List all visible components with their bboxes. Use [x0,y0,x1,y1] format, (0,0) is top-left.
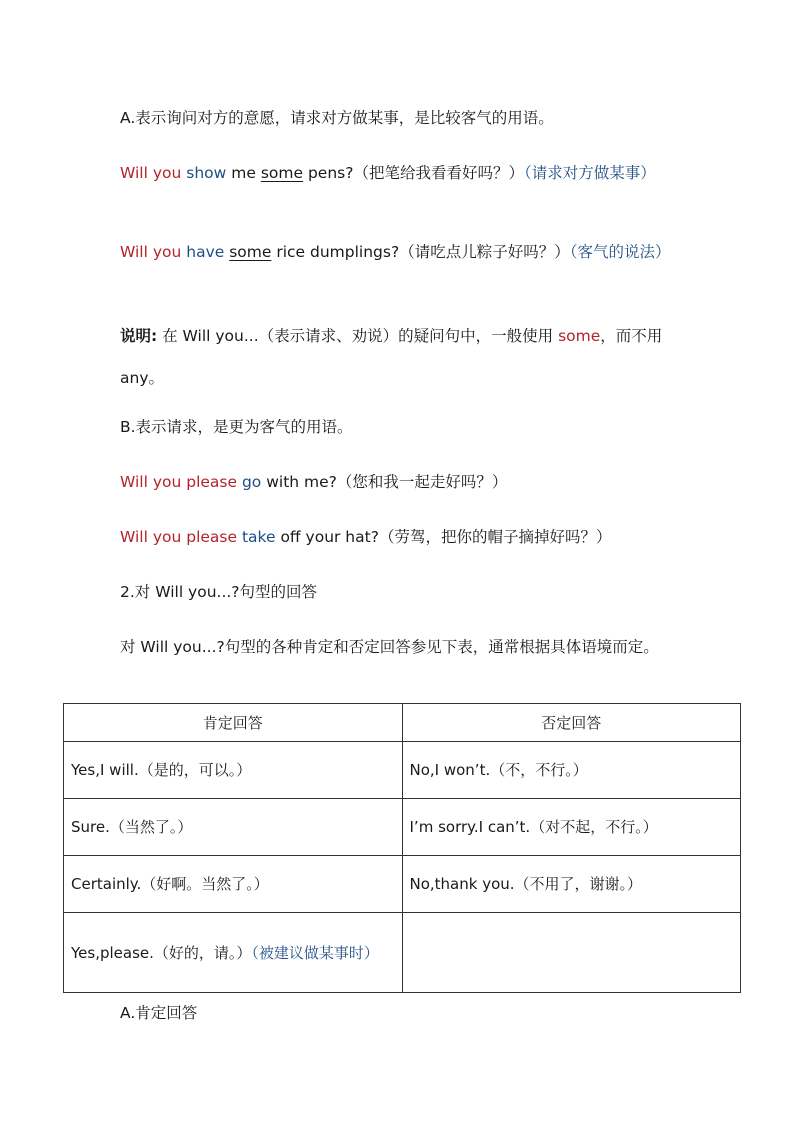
ex4-verb: take [241,528,276,546]
answers-table [63,703,741,993]
explain-some: some [558,327,601,345]
cell-positive-note: （被建议做某事时） [251,943,379,962]
explain-text-2: ，而不用 any。 [120,327,663,387]
ex4-rest: off your hat? [275,528,379,546]
ex1-will-you: Will you [120,164,182,182]
ex3-will-you-please: Will you please [120,473,238,491]
table-row [64,742,741,799]
cell-positive: Certainly.（好啊。当然了。） [64,856,403,913]
cell-positive: Yes,I will.（是的，可以。） [64,742,403,799]
cell-positive: Sure.（当然了。） [64,799,403,856]
cell-negative: No,I won’t.（不，不行。） [402,742,741,799]
table-row [64,856,741,913]
header-positive: 肯定回答 [64,704,403,742]
ex1-some: some [260,164,304,182]
heading-2-text: 2.对 Will you...?句型的回答 [120,583,318,601]
cell-positive [64,913,403,993]
section-b-heading [120,411,680,443]
table-header-row [64,704,741,742]
ex4-cn: （劳驾，把你的帽子摘掉好吗？） [378,528,612,546]
section-a-heading [120,102,680,134]
example-1 [120,157,680,189]
example-4 [120,521,680,553]
ex2-will-you: Will you [120,243,182,261]
cell-negative: I’m sorry.I can’t.（对不起，不行。） [402,799,741,856]
ex4-will-you-please: Will you please [120,528,238,546]
table-row [64,913,741,993]
ex1-verb: show [186,164,227,182]
ex1-note: （请求对方做某事） [523,164,656,182]
section-b-text: B.表示请求，是更为客气的用语。 [120,418,353,436]
ex2-cn: （请吃点儿粽子好吗？） [399,243,570,261]
heading-2 [120,576,680,608]
ex2-verb: have [186,243,225,261]
section-a-text: A.表示询问对方的意愿，请求对方做某事，是比较客气的用语。 [120,109,554,127]
ex1-rest: pens? [303,164,354,182]
example-2 [120,236,680,268]
intro-text: 对 Will you...?句型的各种肯定和否定回答参见下表，通常根据具体语境而定。 [120,638,659,656]
header-negative: 否定回答 [402,704,741,742]
ex3-rest: with me? [261,473,337,491]
section-a2-heading [120,997,680,1029]
explain-label: 说明: [120,327,158,345]
cell-negative: No,thank you.（不用了，谢谢。） [402,856,741,913]
ex3-verb: go [241,473,262,491]
intro-paragraph [120,631,680,663]
explanation [120,315,680,399]
ex2-rest: rice dumplings? [271,243,400,261]
cell-negative [402,913,741,993]
table-row [64,799,741,856]
ex2-note: （客气的说法） [569,243,671,261]
explain-text-1: 在 Will you...（表示请求、劝说）的疑问句中，一般使用 [157,327,559,345]
ex3-cn: （您和我一起走好吗？） [336,473,508,491]
ex1-me: me [226,164,261,182]
ex1-cn: （把笔给我看看好吗？） [353,164,524,182]
ex2-some: some [229,243,272,261]
section-a2-text: A.肯定回答 [120,1004,198,1022]
cell-positive-text: Yes,please.（好的，请。） [71,943,252,962]
example-3 [120,466,680,498]
